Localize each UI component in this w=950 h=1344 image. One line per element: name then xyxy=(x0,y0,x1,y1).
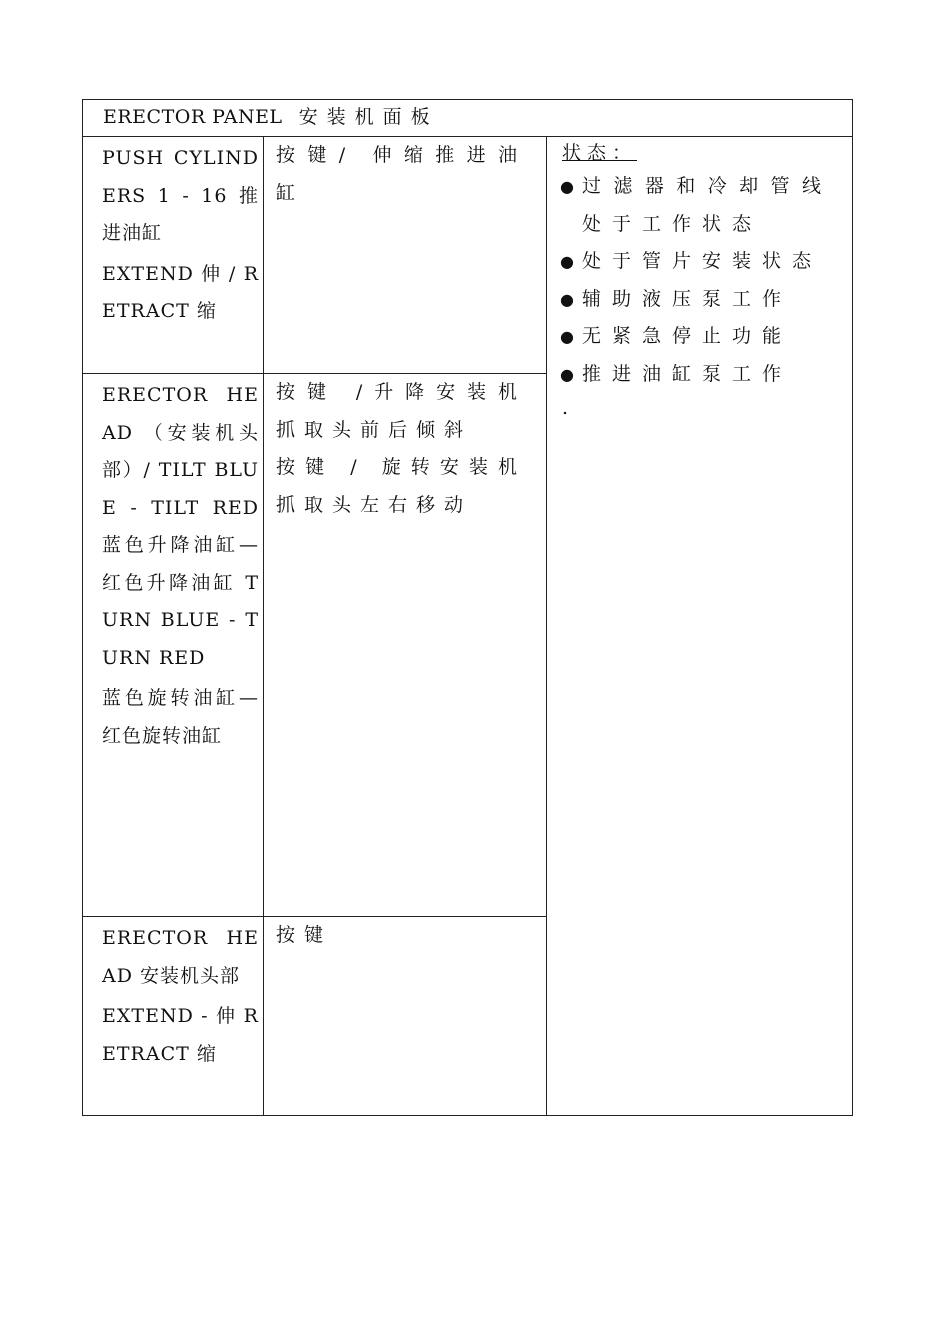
status-item-text: 过滤器和冷却管线处于工作状态 xyxy=(582,175,832,235)
erector-panel-table xyxy=(82,99,853,1116)
status-item-text: 推进油缸泵工作 xyxy=(582,362,793,385)
status-item xyxy=(562,168,832,243)
panel-title-cn: 安装机面板 xyxy=(298,106,439,128)
row-2-label-cell xyxy=(83,374,264,917)
panel-title xyxy=(83,100,852,131)
row-1-label-cell xyxy=(83,137,264,374)
status-cell xyxy=(547,137,853,1116)
bullet-icon: ● xyxy=(560,327,574,346)
bullet-icon: ● xyxy=(560,252,574,271)
status-item xyxy=(562,318,832,356)
bullet-icon: ● xyxy=(560,177,574,196)
status-item xyxy=(562,281,832,319)
status-heading: 状态： xyxy=(562,142,638,164)
row-3-label-line-2: EXTEND - 伸 RETRACT 缩 xyxy=(102,1005,259,1065)
status-trailing-mark: . xyxy=(562,397,569,419)
row-2-desc-cell xyxy=(264,374,547,917)
status-list xyxy=(562,168,832,393)
row-1-label-line-1: PUSH CYLINDERS 1 - 16 推进油缸 xyxy=(102,147,259,244)
row-2-desc-line-1: 按键 /升降安装机抓取头前后倾斜 xyxy=(276,381,526,441)
table-title-cell xyxy=(83,100,853,137)
row-1-label-line-2: EXTEND 伸 / RETRACT 缩 xyxy=(102,262,259,322)
row-2-desc-line-2: 按键 / 旋转安装机抓取头左右移动 xyxy=(276,456,526,516)
row-2-label-line-2: 蓝色旋转油缸—红色旋转油缸 xyxy=(102,687,259,747)
row-2-label-line-1: ERECTOR HEAD （安装机头部）/ TILT BLUE - TILT RED 蓝色升降油缸—红色升降油缸 TURN BLUE - TURN RED xyxy=(102,384,259,669)
row-3-label-line-1: ERECTOR HEAD 安装机头部 xyxy=(102,927,259,987)
bullet-icon: ● xyxy=(560,364,574,384)
row-1-desc-line-1: 按键/ 伸缩推进油缸 xyxy=(276,144,526,204)
status-item xyxy=(562,243,832,281)
row-3-desc-cell xyxy=(264,917,547,1116)
status-item xyxy=(562,356,832,394)
bullet-icon: ● xyxy=(560,289,574,309)
status-item-text: 处于管片安装状态 xyxy=(582,250,823,272)
panel-title-en: ERECTOR PANEL xyxy=(103,106,283,128)
status-item-text: 辅助液压泵工作 xyxy=(582,287,793,310)
row-3-desc-line-1: 按键 xyxy=(276,924,333,946)
row-1-desc-cell xyxy=(264,137,547,374)
row-3-label-cell xyxy=(83,917,264,1116)
status-item-text: 无紧急停止功能 xyxy=(582,325,793,347)
